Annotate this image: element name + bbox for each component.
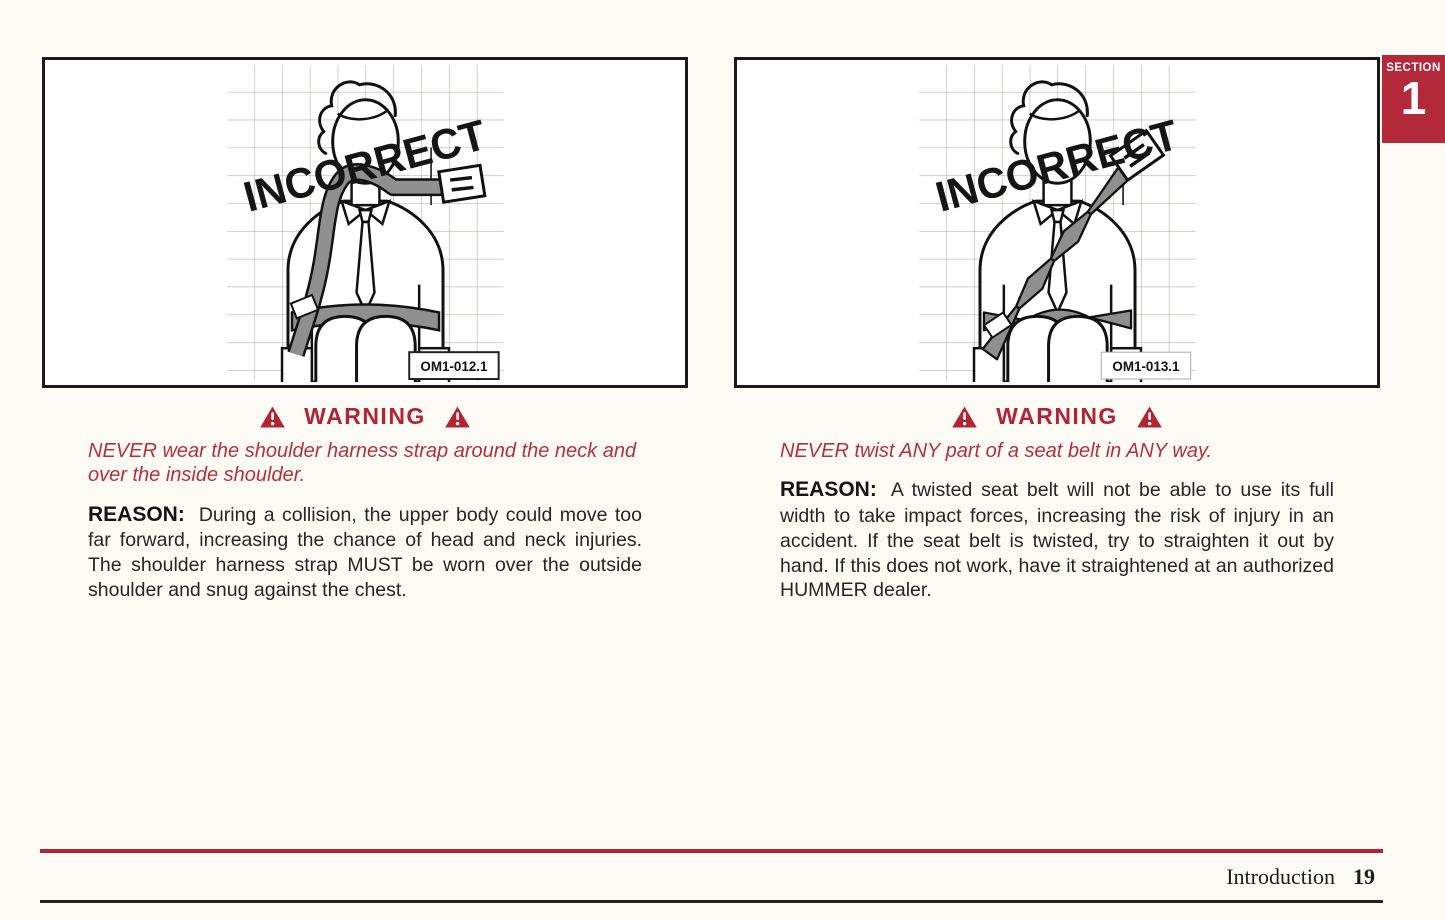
figure-frame-right (734, 57, 1380, 388)
buckle-plate (438, 165, 484, 202)
legs (315, 316, 414, 382)
section-tab-number: 1 (1400, 72, 1427, 124)
section-tab-label: SECTION (1386, 62, 1441, 74)
footer-page-number: 19 (1353, 864, 1375, 889)
warning-statement: NEVER wear the shoulder harness strap around the neck and over the inside shoulder. (88, 440, 637, 487)
warning-statement: NEVER twist ANY part of a seat belt in ANY way. (780, 440, 1213, 462)
reason-label: REASON: (88, 502, 185, 526)
reason-text: A twisted seat belt will not be able to use its full width to take impact forces, increasing the risk of injury in an accident. If the seat belt is twisted, try to straighten it out by hand. If this does not work, have it straightened at an authorized HUMMER dealer. (780, 479, 1334, 602)
reason-paragraph (88, 502, 642, 603)
incorrect-stamp: INCORRECT (930, 109, 1188, 222)
warning-header (88, 403, 642, 430)
incorrect-neck-harness-figure (226, 64, 505, 382)
warning-triangle-icon (951, 405, 978, 429)
figure-frame-left (42, 57, 688, 388)
legs (1007, 316, 1106, 382)
footer-red-rule (40, 849, 1383, 853)
warning-triangle-icon (1136, 405, 1163, 429)
warning-title: WARNING (304, 403, 426, 429)
section-tab (1382, 55, 1445, 143)
reason-label: REASON: (780, 478, 877, 502)
warning-title: WARNING (996, 403, 1118, 429)
incorrect-twisted-belt-figure (918, 64, 1197, 382)
reason-text: During a collision, the upper body could move too far forward, increasing the chance of head and neck injuries. The shoulder harness strap MUST be worn over the outside shoulder and snug against the chest. (88, 503, 642, 601)
footer-chapter-label: Introduction (1226, 864, 1335, 889)
footer-black-rule (40, 900, 1383, 903)
warning-triangle-icon (259, 405, 286, 429)
left-column (42, 57, 688, 603)
incorrect-stamp: INCORRECT (238, 109, 496, 222)
warning-triangle-icon (444, 405, 471, 429)
right-column (734, 57, 1380, 603)
footer (40, 864, 1375, 890)
figure-id-label: OM1-013.1 (1111, 358, 1179, 374)
warning-header (780, 403, 1334, 430)
figure-id-label: OM1-012.1 (419, 358, 487, 374)
reason-paragraph (780, 477, 1334, 603)
